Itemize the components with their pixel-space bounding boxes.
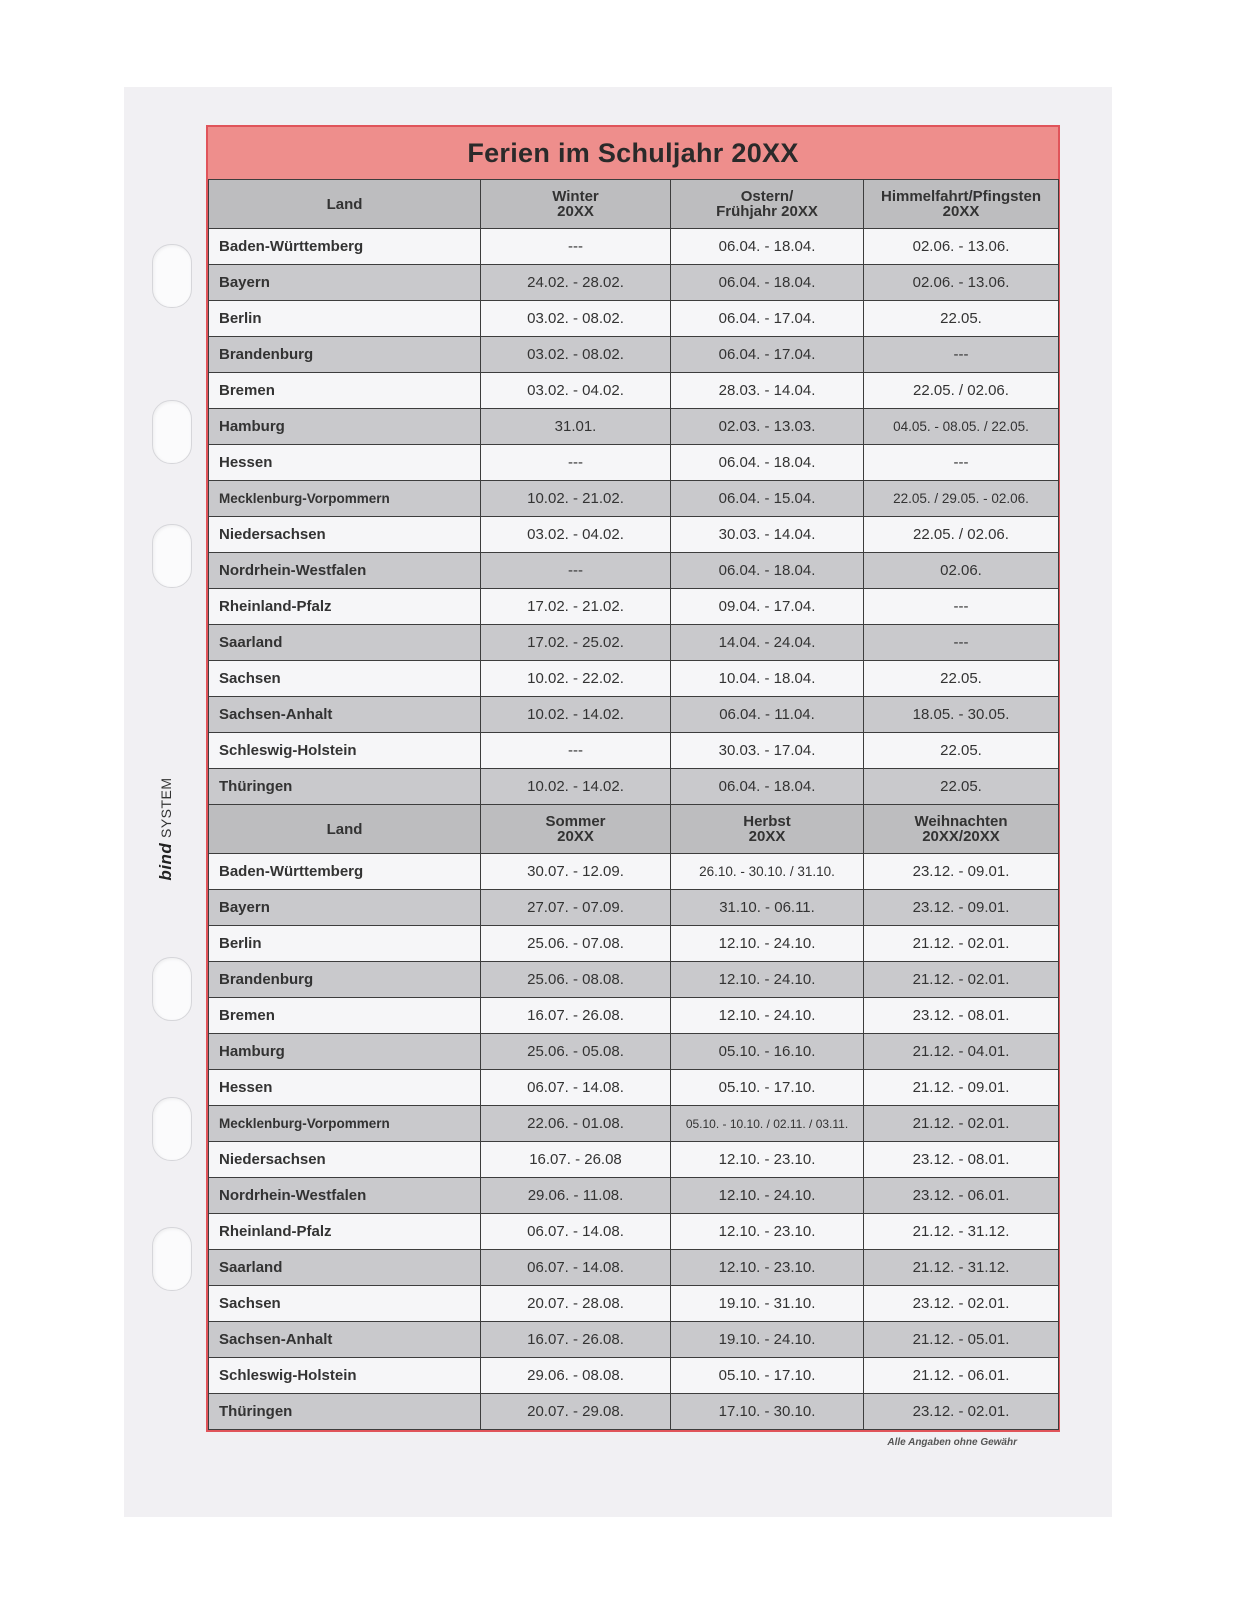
holiday-table [206,125,1060,1432]
column-header-line1: Sommer [545,813,606,830]
land-cell: Bayern [209,890,481,926]
land-cell: Niedersachsen [209,517,481,553]
land-cell: Saarland [209,625,481,661]
date-cell: 23.12. - 02.01. [864,1286,1059,1322]
date-cell: 17.02. - 25.02. [481,625,671,661]
land-cell: Berlin [209,926,481,962]
land-cell: Rheinland-Pfalz [209,589,481,625]
table-row [209,1106,1059,1142]
table-row [209,890,1059,926]
date-cell: 14.04. - 24.04. [671,625,864,661]
date-cell: 04.05. - 08.05. / 22.05. [864,409,1059,445]
table-row [209,854,1059,890]
date-cell: 06.04. - 17.04. [671,301,864,337]
date-cell: 12.10. - 23.10. [671,1142,864,1178]
date-cell: 10.02. - 14.02. [481,769,671,805]
date-cell: 06.04. - 17.04. [671,337,864,373]
date-cell: 27.07. - 07.09. [481,890,671,926]
date-cell: --- [481,229,671,265]
date-cell: 03.02. - 04.02. [481,373,671,409]
table-row [209,998,1059,1034]
date-cell: 19.10. - 31.10. [671,1286,864,1322]
date-cell: 10.02. - 21.02. [481,481,671,517]
table-row [209,926,1059,962]
land-cell: Niedersachsen [209,1142,481,1178]
date-cell: 03.02. - 08.02. [481,337,671,373]
date-cell: 09.04. - 17.04. [671,589,864,625]
column-header [864,180,1059,229]
table-row [209,373,1059,409]
date-cell: 16.07. - 26.08 [481,1142,671,1178]
table-row [209,553,1059,589]
land-cell: Nordrhein-Westfalen [209,1178,481,1214]
date-cell: 03.02. - 04.02. [481,517,671,553]
date-cell: 23.12. - 08.01. [864,1142,1059,1178]
date-cell: 12.10. - 23.10. [671,1250,864,1286]
brand-suffix: SYSTEM [158,777,174,839]
date-cell: 03.02. - 08.02. [481,301,671,337]
land-cell: Brandenburg [209,337,481,373]
date-cell: 22.05. / 02.06. [864,517,1059,553]
date-cell: 23.12. - 08.01. [864,998,1059,1034]
date-cell: 22.05. / 29.05. - 02.06. [864,481,1059,517]
land-cell: Sachsen-Anhalt [209,1322,481,1358]
punch-hole [152,1227,192,1291]
date-cell: 06.07. - 14.08. [481,1250,671,1286]
column-header-line2: 20XX [557,828,594,845]
land-cell: Hamburg [209,1034,481,1070]
date-cell: 06.07. - 14.08. [481,1070,671,1106]
date-cell: 05.10. - 10.10. / 02.11. / 03.11. [671,1106,864,1142]
land-cell: Hessen [209,1070,481,1106]
punch-hole [152,957,192,1021]
date-cell: 06.04. - 18.04. [671,553,864,589]
table-row [209,962,1059,998]
table-row [209,733,1059,769]
column-header [481,180,671,229]
table-row [209,661,1059,697]
date-cell: 05.10. - 17.10. [671,1070,864,1106]
column-header-line2: 20XX/20XX [922,828,1000,845]
date-cell: 02.06. [864,553,1059,589]
date-cell: 19.10. - 24.10. [671,1322,864,1358]
table-row [209,481,1059,517]
date-cell: 28.03. - 14.04. [671,373,864,409]
date-cell: 02.06. - 13.06. [864,229,1059,265]
table-row [209,769,1059,805]
table-row [209,1178,1059,1214]
table-row [209,1358,1059,1394]
land-cell: Rheinland-Pfalz [209,1214,481,1250]
table-row [209,1070,1059,1106]
column-header [481,805,671,854]
date-cell: 23.12. - 06.01. [864,1178,1059,1214]
column-header-line1: Ostern/ [740,188,794,205]
footnote: Alle Angaben ohne Gewähr [887,1437,1017,1448]
table-row [209,697,1059,733]
land-cell: Thüringen [209,1394,481,1430]
date-cell: 12.10. - 24.10. [671,962,864,998]
table-row [209,1322,1059,1358]
land-cell: Schleswig-Holstein [209,1358,481,1394]
date-cell: 22.05. [864,769,1059,805]
table-row [209,265,1059,301]
date-cell: 21.12. - 31.12. [864,1214,1059,1250]
date-cell: 26.10. - 30.10. / 31.10. [671,854,864,890]
land-cell: Hessen [209,445,481,481]
column-header [671,180,864,229]
date-cell: 06.04. - 18.04. [671,229,864,265]
date-cell: 20.07. - 28.08. [481,1286,671,1322]
column-header-line2: Frühjahr 20XX [716,203,818,220]
date-cell: 22.05. [864,661,1059,697]
date-cell: 18.05. - 30.05. [864,697,1059,733]
date-cell: 06.04. - 15.04. [671,481,864,517]
date-cell: 17.10. - 30.10. [671,1394,864,1430]
land-cell: Berlin [209,301,481,337]
date-cell: 25.06. - 07.08. [481,926,671,962]
column-header-line1: Weihnachten [914,813,1008,830]
date-cell: --- [864,445,1059,481]
column-header [671,805,864,854]
land-cell: Saarland [209,1250,481,1286]
column-header-line1: Land [326,195,363,213]
table-row [209,301,1059,337]
date-cell: 12.10. - 24.10. [671,998,864,1034]
table-row [209,445,1059,481]
date-cell: 22.05. / 02.06. [864,373,1059,409]
date-cell: 21.12. - 04.01. [864,1034,1059,1070]
table-row [209,589,1059,625]
land-cell: Mecklenburg-Vorpommern [209,481,481,517]
date-cell: 22.05. [864,733,1059,769]
date-cell: 20.07. - 29.08. [481,1394,671,1430]
date-cell: 21.12. - 31.12. [864,1250,1059,1286]
date-cell: 12.10. - 24.10. [671,1178,864,1214]
date-cell: 31.01. [481,409,671,445]
table-row [209,517,1059,553]
land-cell: Sachsen [209,1286,481,1322]
date-cell: 10.02. - 22.02. [481,661,671,697]
date-cell: 21.12. - 05.01. [864,1322,1059,1358]
date-cell: 21.12. - 02.01. [864,962,1059,998]
date-cell: 12.10. - 24.10. [671,926,864,962]
date-cell: 10.02. - 14.02. [481,697,671,733]
date-cell: 23.12. - 09.01. [864,854,1059,890]
land-cell: Bremen [209,998,481,1034]
date-cell: --- [864,337,1059,373]
date-cell: 06.04. - 18.04. [671,265,864,301]
planner-sheet [124,87,1112,1517]
table-row [209,229,1059,265]
column-header-line2: 20XX [748,828,786,845]
page-title: Ferien im Schuljahr 20XX [208,127,1058,179]
date-cell: --- [481,553,671,589]
table-row [209,1034,1059,1070]
date-cell: --- [481,733,671,769]
land-cell: Baden-Württemberg [209,229,481,265]
table-row [209,1214,1059,1250]
date-cell: 06.04. - 18.04. [671,769,864,805]
date-cell: --- [864,625,1059,661]
date-cell: 25.06. - 08.08. [481,962,671,998]
land-cell: Brandenburg [209,962,481,998]
date-cell: 10.04. - 18.04. [671,661,864,697]
date-cell: 02.06. - 13.06. [864,265,1059,301]
date-cell: 12.10. - 23.10. [671,1214,864,1250]
table-row [209,625,1059,661]
land-cell: Mecklenburg-Vorpommern [209,1106,481,1142]
date-cell: 06.04. - 18.04. [671,445,864,481]
land-cell: Sachsen-Anhalt [209,697,481,733]
date-cell: 02.03. - 13.03. [671,409,864,445]
date-cell: 29.06. - 11.08. [481,1178,671,1214]
land-cell: Thüringen [209,769,481,805]
table-row [209,1142,1059,1178]
date-cell: 22.05. [864,301,1059,337]
punch-hole [152,1097,192,1161]
land-cell: Baden-Württemberg [209,854,481,890]
header-row [209,805,1059,854]
table-row [209,337,1059,373]
table-row [209,1394,1059,1430]
date-cell: 16.07. - 26.08. [481,1322,671,1358]
table-row [209,409,1059,445]
date-cell: 06.07. - 14.08. [481,1214,671,1250]
table-row [209,1250,1059,1286]
column-header-line1: Land [326,820,363,838]
punch-hole [152,400,192,464]
date-cell: 31.10. - 06.11. [671,890,864,926]
brand-name: bind [156,842,175,881]
date-cell: 23.12. - 09.01. [864,890,1059,926]
punch-hole [152,524,192,588]
date-cell: 23.12. - 02.01. [864,1394,1059,1430]
date-cell: 05.10. - 17.10. [671,1358,864,1394]
date-cell: 30.03. - 14.04. [671,517,864,553]
date-cell: 17.02. - 21.02. [481,589,671,625]
date-cell: 21.12. - 02.01. [864,926,1059,962]
table-row [209,1286,1059,1322]
column-header-line1: Herbst [743,813,791,830]
date-cell: 21.12. - 06.01. [864,1358,1059,1394]
date-cell: 21.12. - 09.01. [864,1070,1059,1106]
column-header [209,805,481,854]
date-cell: 25.06. - 05.08. [481,1034,671,1070]
date-cell: 21.12. - 02.01. [864,1106,1059,1142]
column-header-line1: Himmelfahrt/Pfingsten [880,188,1042,205]
land-cell: Hamburg [209,409,481,445]
date-cell: --- [481,445,671,481]
column-header [209,180,481,229]
punch-hole [152,244,192,308]
column-header-line2: 20XX [557,203,594,220]
column-header-line2: 20XX [942,203,980,220]
date-cell: 30.07. - 12.09. [481,854,671,890]
land-cell: Bremen [209,373,481,409]
column-header [864,805,1059,854]
header-row [209,180,1059,229]
date-cell: 05.10. - 16.10. [671,1034,864,1070]
brand-logo [156,777,176,880]
land-cell: Sachsen [209,661,481,697]
date-cell: 22.06. - 01.08. [481,1106,671,1142]
date-cell: 16.07. - 26.08. [481,998,671,1034]
land-cell: Bayern [209,265,481,301]
land-cell: Nordrhein-Westfalen [209,553,481,589]
date-cell: 30.03. - 17.04. [671,733,864,769]
date-cell: 06.04. - 11.04. [671,697,864,733]
date-cell: 29.06. - 08.08. [481,1358,671,1394]
date-cell: --- [864,589,1059,625]
column-header-line1: Winter [552,188,599,205]
date-cell: 24.02. - 28.02. [481,265,671,301]
land-cell: Schleswig-Holstein [209,733,481,769]
holiday-grid [208,179,1059,1430]
